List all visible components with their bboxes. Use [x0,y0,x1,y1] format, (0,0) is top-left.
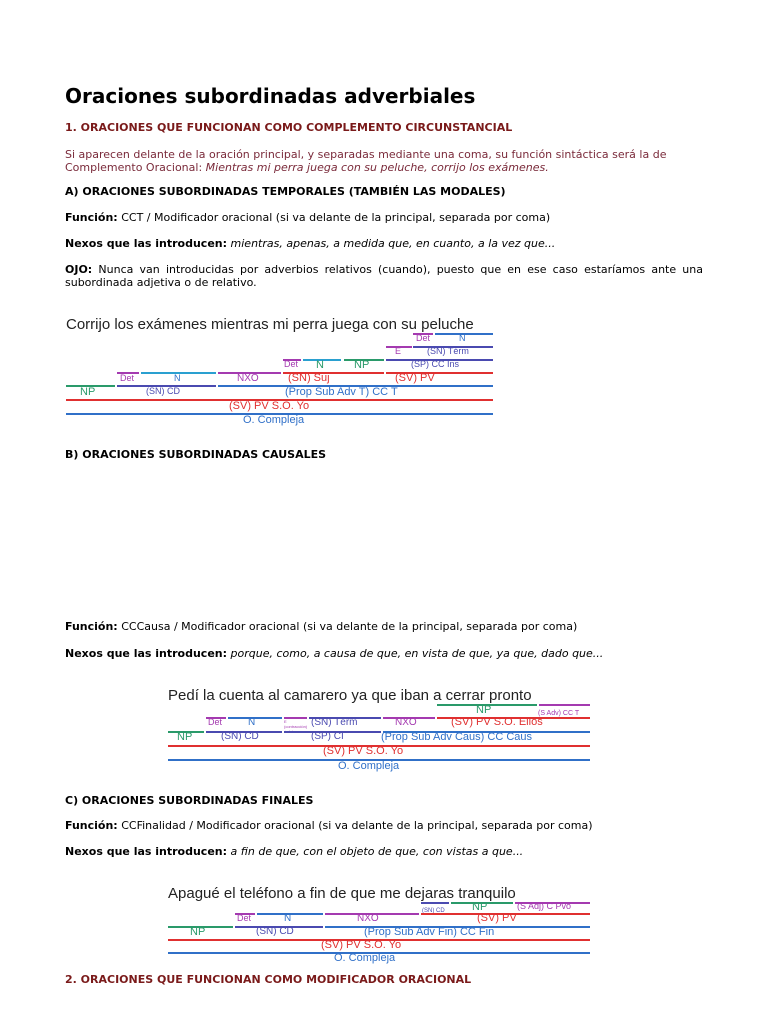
intro-example: Mientras mi perra juega con su peluche, corrijo los exámenes. [205,161,549,174]
section-heading-2: 2. ORACIONES QUE FUNCIONAN COMO MODIFICADOR ORACIONAL [65,973,472,986]
section-heading-1: 1. ORACIONES QUE FUNCIONAN COMO COMPLEMENTO CIRCUNSTANCIAL [65,121,513,134]
function-label: Función: [65,620,118,633]
label-sn-cd-small: (SN) CD [422,908,445,914]
label-n: N [316,359,324,371]
label-sv-pv-so: (SV) PV S.O. Yo [321,939,402,951]
label-o-compleja: O. Compleja [338,760,400,772]
label-e: E [395,346,402,356]
function-text: CCT / Modificador oracional (si va delante de la principal, separada por coma) [121,211,551,224]
label-nxo: NXO [237,373,259,384]
ojo-paragraph [65,263,703,289]
nexos-line-a [65,237,703,250]
label-n: N [174,373,181,383]
nexos-line-c [65,845,703,858]
nexos-text: a fin de que, con el objeto de que, con vistas a que... [230,845,524,858]
label-sn-cd: (SN) CD [146,386,180,396]
nexos-text: porque, como, a causa de que, en vista de que, ya que, dado que... [230,647,604,660]
label-s-adv: (S Adv) CC T [538,710,580,717]
label-nxo: NXO [395,717,417,728]
label-det: Det [416,333,431,343]
nexos-text: mientras, apenas, a medida que, en cuanto, a la vez que... [230,237,556,250]
label-det: Det [284,359,299,369]
label-np: NP [476,704,492,716]
nexos-label: Nexos que las introducen: [65,237,228,250]
label-sp-cc-ins: (SP) CC Ins [411,359,460,369]
diagram-sentence: Apagué el teléfono a fin de que me dejaras tranquilo [168,885,516,902]
label-sv-pv: (SV) PV [395,372,435,384]
function-label: Función: [65,211,118,224]
label-np: NP [80,386,96,398]
label-sn-term: (SN) Térm [427,346,469,356]
diagram-sentence: Pedí la cuenta al camarero ya que iban a cerrar pronto [168,687,532,704]
label-det: Det [208,717,223,727]
subsection-heading-b: B) ORACIONES SUBORDINADAS CAUSALES [65,448,327,461]
label-sv-pv-so-ellos: (SV) PV S.O. Ellos [451,716,543,728]
label-s-adj: (S Adj) C Pvo [517,901,572,911]
label-np: NP [177,731,193,743]
label-e-contraction: E (contracción) + det [284,719,308,734]
label-sn-term: (SN) Térm [311,717,358,728]
subsection-heading-a: A) ORACIONES SUBORDINADAS TEMPORALES (TAMBIÉN LAS MODALES) [65,185,506,198]
label-prop-sub: (Prop Sub Adv Fin) CC Fin [364,926,495,938]
label-np: NP [354,359,370,371]
function-line-c [65,819,703,832]
label-det: Det [120,373,135,383]
label-o-compleja: O. Compleja [334,952,396,964]
ojo-text: Nunca van introducidas por adverbios relativos (cuando), puesto que en ese caso estaríamos ante una subordinada adjetiva o de relativo. [65,263,703,289]
label-sn-cd: (SN) CD [256,926,294,937]
nexos-label: Nexos que las introducen: [65,647,228,660]
label-nxo: NXO [357,913,379,924]
label-n: N [284,913,292,924]
page-title: Oraciones subordinadas adverbiales [65,84,476,108]
label-np: NP [472,901,488,913]
label-sn-suj: (SN) Suj [288,372,330,384]
label-np: NP [190,926,206,938]
subsection-heading-c: C) ORACIONES SUBORDINADAS FINALES [65,794,314,807]
label-sn-cd: (SN) CD [221,731,259,742]
label-n: N [248,717,256,728]
label-sp-ci: (SP) CI [311,731,344,742]
label-o-compleja: O. Compleja [243,414,305,426]
label-prop-sub: (Prop Sub Adv T) CC T [285,386,398,398]
intro-text: Si aparecen delante de la oración principal, y separadas mediante una coma, su función sintáctica será la de Complemento Oracional: [65,148,667,174]
nexos-label: Nexos que las introducen: [65,845,228,858]
function-text: CCCausa / Modificador oracional (si va delante de la principal, separada por coma) [121,620,578,633]
label-prop-sub: (Prop Sub Adv Caus) CC Caus [381,731,533,743]
intro-paragraph [65,148,703,174]
function-label: Función: [65,819,118,832]
diagram-sentence: Corrijo los exámenes mientras mi perra juega con su peluche [66,316,474,333]
label-sv-pv: (SV) PV [477,912,517,924]
ojo-label: OJO: [65,263,93,276]
function-line-a [65,211,703,224]
nexos-line-b [65,647,703,660]
label-det: Det [237,913,252,923]
function-text: CCFinalidad / Modificador oracional (si va delante de la principal, separada por coma) [121,819,593,832]
function-line-b [65,620,703,633]
label-n: N [459,333,466,343]
label-sv-pv-so-yo: (SV) PV S.O. Yo [323,745,404,757]
label-sv-pv-so: (SV) PV S.O. Yo [229,400,310,412]
